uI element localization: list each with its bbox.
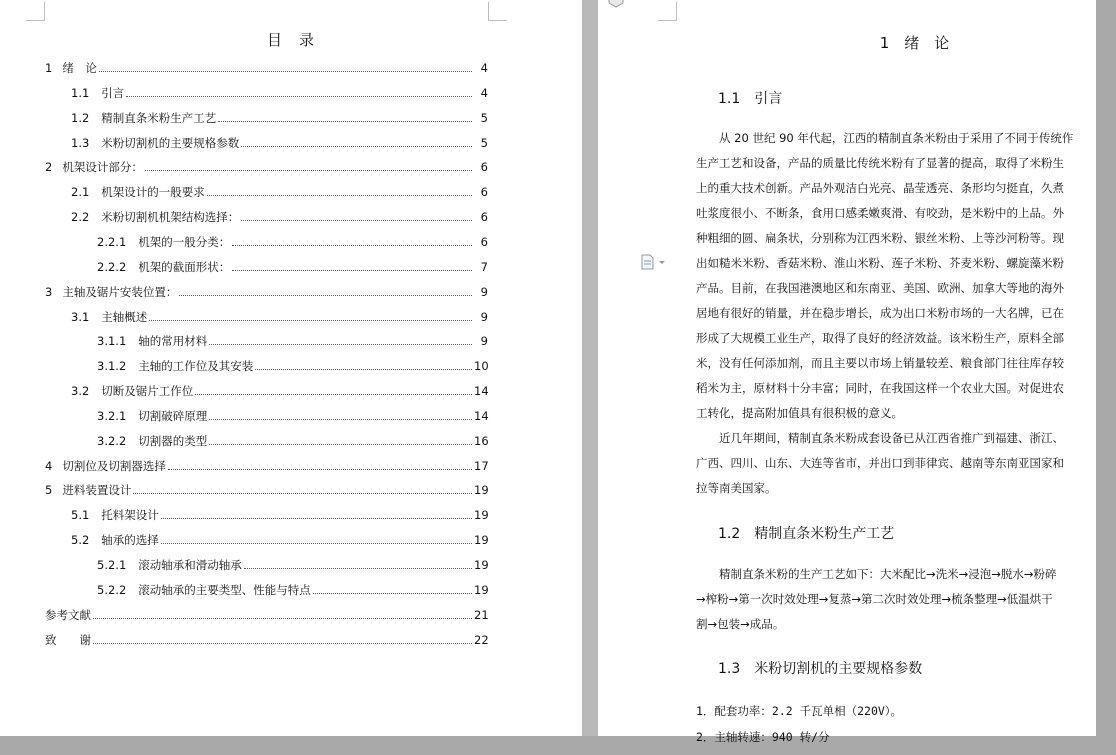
toc-leader-dots [209,419,472,420]
toc-entry[interactable] [97,235,488,249]
toc-entry[interactable] [71,310,488,324]
toc-entry[interactable] [45,285,488,299]
crop-mark-top-left [26,2,45,21]
toc-entry[interactable] [71,136,488,150]
toc-entry-number: 5.2.1 [97,558,127,572]
toc-entry-title: 致 谢 [45,632,91,647]
toc-entry-page: 22 [474,632,489,647]
toc-entry[interactable] [71,86,488,100]
toc-entry-title: 米粉切割机的主要规格参数 [101,135,240,150]
toc-entry-page: 7 [480,259,488,274]
toc-leader-dots [161,543,472,544]
toc-leader-dots [232,270,472,271]
toc-leader-dots [126,96,472,97]
toc-entry[interactable] [71,508,488,522]
toc-entry[interactable] [97,434,488,448]
document-options-icon[interactable] [640,254,670,270]
toc-entry-title: 轴承的选择 [101,533,159,548]
toc-entry-title: 主轴的工作位及其安装 [138,359,254,374]
section-heading-1-2: 1.2 精制直条米粉生产工艺 [718,526,895,542]
toc-entry-page: 16 [474,433,489,448]
toc-entry-number: 1 [45,61,53,75]
toc-entry-title: 切割器的类型 [138,433,208,448]
toc-entry-title: 切断及锯片工作位 [101,384,194,399]
toc-leader-dots [195,394,472,395]
toc-leader-dots [241,220,472,221]
toc-leader-dots [93,643,472,644]
toc-entry-number: 3.2 [71,384,90,399]
toc-entry[interactable] [97,334,488,348]
paragraph-line: 生产工艺和设备，产品的质量比传统米粉有了显著的提高，取得了米粉生 [696,156,1064,170]
toc-entry-title: 机架的一般分类： [138,234,231,249]
toc-entry-page: 4 [480,85,488,100]
toc-entry-number: 3.1 [71,309,90,324]
toc-entry[interactable] [45,633,488,647]
toc-entry[interactable] [71,533,488,547]
toc-entry-title: 参考文献 [45,607,91,622]
paragraph-line: 吐浆度很小、不断条，食用口感柔嫩爽滑、有咬劲，是米粉中的上品。外 [696,206,1064,220]
toc-entry[interactable] [71,210,488,224]
toc-entry-title: 机架设计部分： [62,160,143,175]
toc-entry-number: 5.1 [71,508,90,523]
paragraph-line: 广西、四川、山东、大连等省市，并出口到菲律宾、越南等东南亚国家和 [696,456,1064,470]
toc-entry-number: 5 [45,483,53,498]
toc-entry-page: 21 [474,607,489,622]
paragraph-line: 形成了大规模工业生产，取得了良好的经济效益。该米粉生产，原料全部 [696,331,1064,345]
toc-entry-title: 引言 [101,85,125,100]
toc-entry-page: 19 [474,582,489,597]
toc-entry-number: 5.2 [71,533,90,548]
toc-entry-title: 滚动轴承和滑动轴承 [138,558,242,572]
toc-entry-number: 4 [45,458,53,473]
toc-entry-page: 17 [474,458,489,473]
toc-entry[interactable] [45,483,488,497]
crop-mark-top-right [488,2,507,21]
toc-leader-dots [313,593,472,594]
toc-leader-dots [149,320,472,321]
toc-entry-number: 3.1.1 [97,334,127,349]
paragraph-line: 出如糙米米粉、香菇米粉、淮山米粉、莲子米粉、芥麦米粉、螺旋藻米粉 [696,256,1064,270]
toc-entry-number: 2 [45,160,53,175]
toc-leader-dots [232,245,472,246]
paragraph-line: 工转化，提高附加值具有很积极的意义。 [696,406,903,420]
toc-entry-title: 进料装置设计 [62,483,132,498]
chapter-title: 1 绪 论 [879,34,950,52]
toc-entry[interactable] [97,359,488,373]
paragraph-line: 米，没有任何添加剂，而且主要以市场上销量较差、粮食部门往往库存较 [696,356,1064,370]
toc-entry-number: 1.2 [71,110,90,125]
toc-entry-page: 6 [480,234,488,249]
toc-entry[interactable] [45,608,488,622]
paragraph-line: 居地有很好的销量，并在稳步增长，成为出口米粉市场的一大名牌，已在 [696,306,1064,320]
paragraph-line: 种粗细的圆、扁条状，分别称为江西米粉、银丝米粉、上等沙河粉等。现 [696,231,1064,245]
toc-entry[interactable] [45,459,488,473]
toc-leader-dots [145,170,472,171]
section-heading-1-1: 1.1 引言 [718,91,783,107]
toc-entry-page: 9 [480,309,488,324]
toc-leader-dots [161,518,472,519]
toc-leader-dots [179,295,472,296]
content-page [598,0,1096,744]
toc-leader-dots [99,71,472,72]
paragraph-line: 割→包装→成品。 [696,617,785,631]
paragraph-line: 拉等南美国家。 [696,481,777,495]
toc-leader-dots [168,469,472,470]
toc-entry[interactable] [97,409,488,423]
toc-entry-page: 5 [480,135,488,150]
toc-entry-page: 19 [474,508,489,523]
toc-leader-dots [207,195,472,196]
toc-entry-page: 10 [474,359,489,374]
toc-leader-dots [241,146,472,147]
toc-entry-page: 9 [480,334,488,349]
toc-entry-number: 3.2.1 [97,408,127,423]
toc-entry-page: 6 [480,185,488,200]
comment-icon[interactable] [608,0,624,8]
toc-entry[interactable] [97,558,488,572]
toc-entry[interactable] [71,111,488,125]
toc-entry-title: 精制直条米粉生产工艺 [101,110,217,125]
toc-leader-dots [218,121,472,122]
toc-entry-page: 19 [474,533,489,548]
toc-entry-number: 1.1 [71,85,90,100]
toc-entry-page: 9 [480,284,488,299]
toc-entry-title: 主轴及锯片安装位置： [62,284,178,299]
paragraph-line: 精制直条米粉的生产工艺如下：大米配比→洗米→浸泡→脱水→粉碎 [696,567,1057,581]
paragraph-line: 从 20 世纪 90 年代起，江西的精制直条米粉由于采用了不同于传统作 [696,131,1074,145]
toc-entry-page: 5 [480,110,488,125]
toc-leader-dots [244,568,472,569]
toc-entry-title: 轴的常用材料 [138,334,208,349]
toc-entry[interactable] [45,160,488,174]
toc-entry-number: 2.2.1 [97,234,127,249]
toc-entry-number: 3 [45,284,53,299]
toc-entry[interactable] [45,61,488,75]
spec-item: 2．主轴转速：940 转/分 [696,730,830,744]
section-heading-1-3: 1.3 米粉切割机的主要规格参数 [718,661,923,677]
toc-entry-page: 6 [480,210,488,225]
toc-entry-title: 米粉切割机机架结构选择： [101,210,240,225]
toc-entry-number: 1.3 [71,135,90,150]
toc-entry-number: 3.2.2 [97,433,127,448]
toc-entry-title: 滚动轴承的主要类型、性能与特点 [138,582,311,597]
toc-entry-number: 3.1.2 [97,359,127,374]
toc-entry-page: 14 [474,384,489,399]
toc-entry-title: 机架设计的一般要求 [101,185,205,200]
toc-entry[interactable] [71,185,488,199]
toc-entry-page: 6 [480,160,488,175]
toc-entry-number: 2.2 [71,210,90,225]
paragraph-line: 产品。目前，在我国港澳地区和东南亚、美国、欧洲、加拿大等地的海外 [696,281,1064,295]
toc-entry-title: 切割破碎原理 [138,408,208,423]
toc-leader-dots [93,618,472,619]
toc-entry[interactable] [97,583,488,597]
toc-entry-number: 5.2.2 [97,582,127,597]
toc-entry-title: 托料架设计 [101,508,159,523]
toc-entry-title: 绪 论 [62,61,97,75]
crop-mark-top-left [658,2,677,21]
toc-title: 目 录 [266,31,315,49]
toc-leader-dots [209,344,472,345]
toc-entry-number: 2.1 [71,185,90,200]
toc-entry-number: 2.2.2 [97,259,127,274]
paragraph-line: 稻米为主，原材料十分丰富；同时，在我国这样一个农业大国。对促进农 [696,381,1064,395]
paragraph-line: →榨粉→第一次时效处理→复蒸→第二次时效处理→梳条整理→低温烘干 [696,592,1053,606]
paragraph-line: 上的重大技术创新。产品外观洁白光亮、晶莹透亮、条形均匀挺直，久煮 [696,181,1064,195]
toc-entry-title: 机架的截面形状： [138,259,231,274]
paragraph-line: 近几年期间，精制直条米粉成套设备已从江西省推广到福建、浙江、 [696,431,1064,445]
toc-entry-page: 14 [474,408,489,423]
toc-leader-dots [133,493,472,494]
toc-entry-title: 切割位及切割器选择 [62,458,166,473]
toc-entry-page: 19 [474,483,489,498]
toc-entry-page: 19 [474,558,489,572]
toc-leader-dots [255,369,472,370]
toc-entry-title: 主轴概述 [101,309,148,324]
toc-entry-page: 4 [480,61,488,75]
toc-entry[interactable] [97,260,488,274]
toc-leader-dots [209,444,472,445]
toc-entry[interactable] [71,384,488,398]
page-gutter [582,0,598,736]
spec-item: 1．配套功率：2.2 千瓦单相（220V）。 [696,704,903,718]
